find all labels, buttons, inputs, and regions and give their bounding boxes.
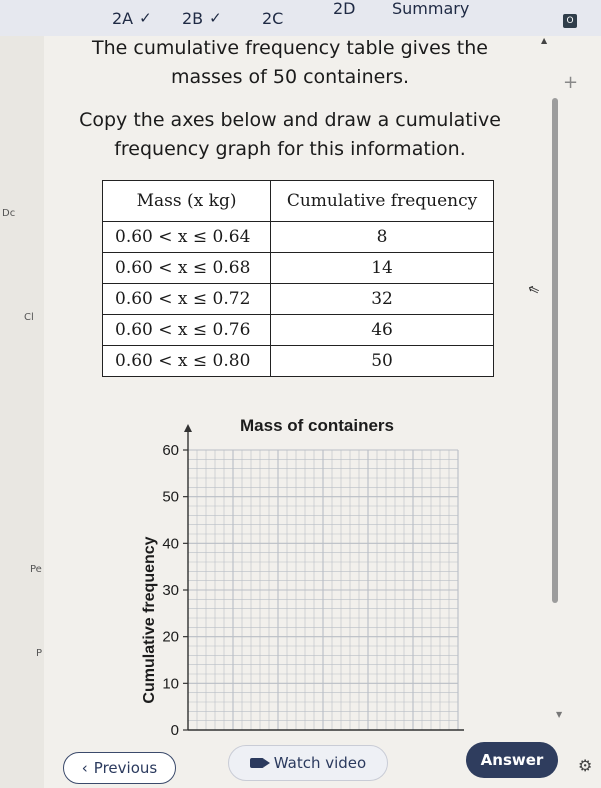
- check-icon: ✓: [209, 9, 222, 27]
- cf-cell: 8: [271, 222, 494, 253]
- tab-2d[interactable]: [333, 0, 356, 20]
- table-header-row: [103, 181, 494, 222]
- check-icon: ✓: [139, 9, 152, 27]
- y-tick-label: 0: [170, 722, 179, 739]
- scroll-up-icon[interactable]: ▲: [541, 36, 548, 45]
- question-intro: The cumulative frequency table gives the masses of 50 containers.: [92, 37, 488, 88]
- table-row: [103, 315, 494, 346]
- tab-2b[interactable]: [182, 6, 222, 30]
- cumulative-frequency-table: [102, 180, 494, 377]
- tab-2a[interactable]: [112, 6, 152, 30]
- gear-icon[interactable]: ⚙: [578, 756, 593, 775]
- tab-label: 2B: [182, 8, 204, 28]
- sidebar-letter: Dc: [2, 208, 16, 219]
- tab-summary[interactable]: [392, 0, 469, 20]
- cf-cell: 50: [271, 346, 494, 377]
- graph-grid: [188, 450, 458, 730]
- column-header: Cumulative frequency: [271, 181, 494, 222]
- plus-icon[interactable]: +: [563, 72, 579, 93]
- column-header: Mass (x kg): [103, 181, 271, 222]
- sidebar-letter: Cl: [24, 312, 34, 323]
- sidebar-letter: P: [36, 648, 43, 659]
- table-row: [103, 284, 494, 315]
- watch-video-label: Watch video: [273, 754, 367, 772]
- y-tick-labels: [162, 442, 179, 739]
- y-tick-label: 40: [162, 535, 179, 553]
- cf-cell: 46: [271, 315, 494, 346]
- tab-label: 2A: [112, 8, 134, 28]
- scroll-down-icon[interactable]: ▼: [556, 710, 563, 719]
- left-sidebar: [0, 36, 44, 788]
- tab-label: Summary: [392, 0, 470, 18]
- question-task: Copy the axes below and draw a cumulative frequency graph for this information.: [79, 109, 501, 160]
- table-row: [103, 222, 494, 253]
- cf-cell: 14: [271, 253, 494, 284]
- tab-label: 2C: [262, 8, 284, 28]
- sidebar-letter: Pe: [30, 564, 42, 575]
- y-tick-label: 60: [162, 442, 179, 459]
- table-row: [103, 346, 494, 377]
- cf-cell: 32: [271, 284, 494, 315]
- mass-cell: 0.60 < x ≤ 0.76: [103, 315, 271, 346]
- previous-label: Previous: [93, 759, 158, 777]
- y-axis-label: Cumulative frequency: [141, 536, 158, 704]
- cursor-icon: ⇖: [525, 280, 543, 300]
- video-icon: [250, 758, 264, 768]
- cf-graph-axes: [130, 420, 470, 740]
- tab-2c[interactable]: [262, 6, 283, 30]
- previous-button[interactable]: [63, 752, 176, 784]
- watch-video-button[interactable]: [228, 745, 388, 781]
- table-row: [103, 253, 494, 284]
- y-tick-label: 20: [162, 628, 179, 646]
- y-axis-arrow: [184, 424, 192, 432]
- chart-title: Mass of containers: [240, 416, 394, 435]
- tab-bar: [0, 0, 601, 36]
- answer-button[interactable]: [466, 742, 558, 778]
- answer-label: Answer: [480, 751, 544, 769]
- chevron-left-icon: ‹: [81, 759, 88, 777]
- mass-cell: 0.60 < x ≤ 0.80: [103, 346, 271, 377]
- scrollbar[interactable]: [552, 98, 558, 603]
- mass-cell: 0.60 < x ≤ 0.64: [103, 222, 271, 253]
- mass-cell: 0.60 < x ≤ 0.68: [103, 253, 271, 284]
- tab-label: 2D: [333, 0, 356, 18]
- app-icon[interactable]: O: [563, 14, 577, 28]
- y-tick-label: 30: [162, 582, 179, 599]
- y-tick-label: 10: [162, 675, 179, 693]
- y-tick-label: 50: [162, 488, 179, 506]
- mass-cell: 0.60 < x ≤ 0.72: [103, 284, 271, 315]
